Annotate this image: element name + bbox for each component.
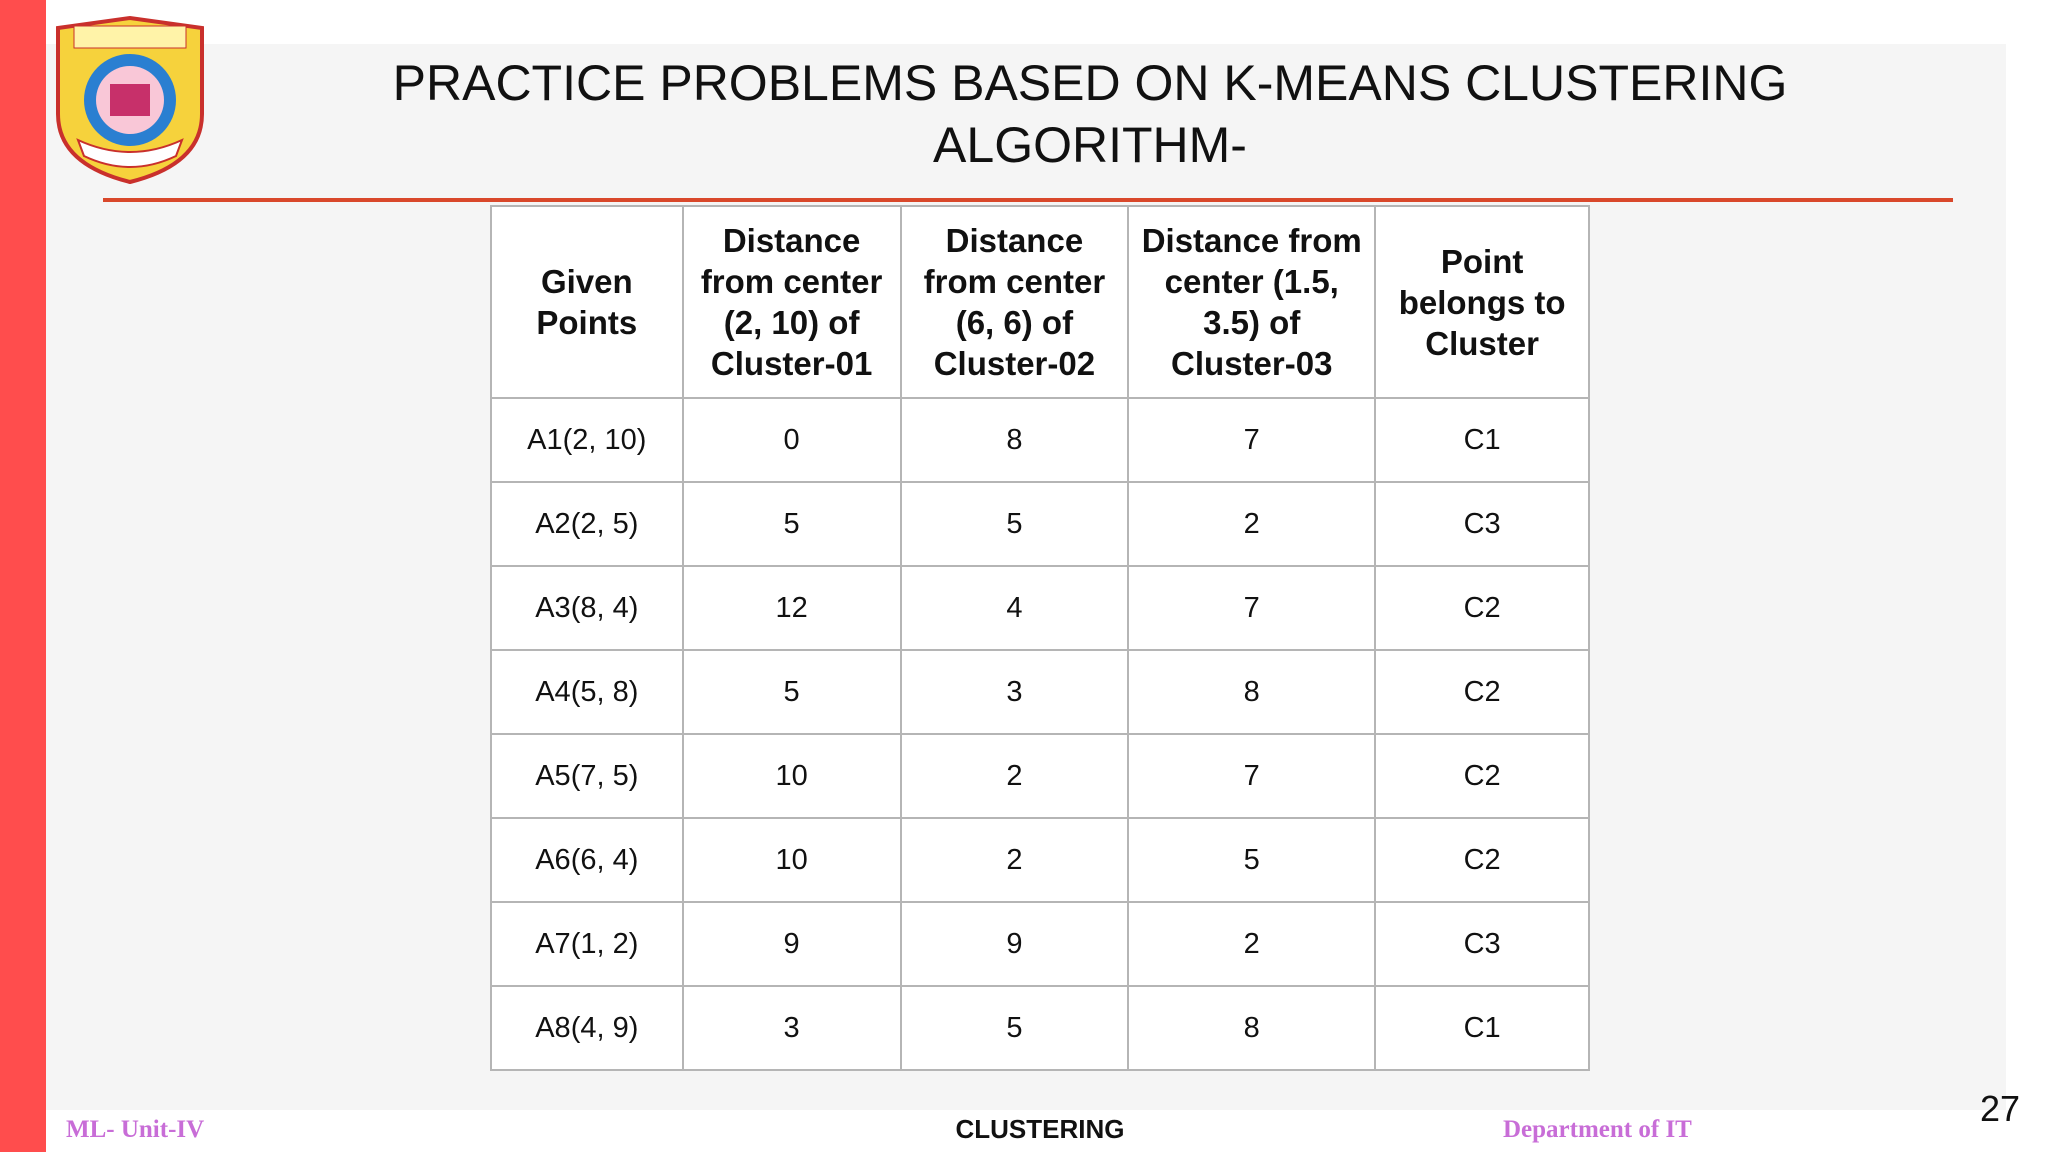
- cell-point: A2(2, 5): [491, 482, 683, 566]
- cell-dist-c3: 7: [1128, 398, 1375, 482]
- cell-dist-c2: 3: [901, 650, 1129, 734]
- table-row: [491, 818, 1589, 902]
- page-number: 27: [1980, 1088, 2021, 1129]
- cell-dist-c1: 0: [683, 398, 901, 482]
- cell-point: A6(6, 4): [491, 818, 683, 902]
- cell-dist-c3: 2: [1128, 902, 1375, 986]
- cell-cluster: C2: [1375, 566, 1589, 650]
- cell-point: A5(7, 5): [491, 734, 683, 818]
- table-row: [491, 482, 1589, 566]
- cell-dist-c3: 2: [1128, 482, 1375, 566]
- cell-dist-c2: 8: [901, 398, 1129, 482]
- footer-unit-label: ML- Unit-IV: [66, 1116, 205, 1143]
- cell-cluster: C3: [1375, 902, 1589, 986]
- cell-point: A7(1, 2): [491, 902, 683, 986]
- table-row: [491, 902, 1589, 986]
- cell-dist-c2: 4: [901, 566, 1129, 650]
- cell-point: A4(5, 8): [491, 650, 683, 734]
- cell-dist-c3: 7: [1128, 734, 1375, 818]
- header-distance-cluster-01: Distance from center (2, 10) of Cluster-01: [683, 206, 901, 398]
- table-row: [491, 398, 1589, 482]
- left-accent-bar: [0, 0, 46, 1152]
- cell-point: A8(4, 9): [491, 986, 683, 1070]
- cell-dist-c1: 10: [683, 818, 901, 902]
- kmeans-distance-table: [490, 205, 1590, 1071]
- header-distance-cluster-02: Distance from center (6, 6) of Cluster-02: [901, 206, 1129, 398]
- cell-dist-c2: 2: [901, 818, 1129, 902]
- cell-point: A3(8, 4): [491, 566, 683, 650]
- table-row: [491, 566, 1589, 650]
- cell-dist-c1: 3: [683, 986, 901, 1070]
- cell-cluster: C1: [1375, 398, 1589, 482]
- cell-dist-c2: 5: [901, 482, 1129, 566]
- cell-dist-c1: 5: [683, 650, 901, 734]
- cell-dist-c2: 5: [901, 986, 1129, 1070]
- cell-dist-c3: 7: [1128, 566, 1375, 650]
- cell-dist-c3: 8: [1128, 986, 1375, 1070]
- cell-dist-c3: 8: [1128, 650, 1375, 734]
- header-assigned-cluster: Point belongs to Cluster: [1375, 206, 1589, 398]
- footer-topic-label: CLUSTERING: [955, 1114, 1125, 1144]
- slide-title-line-2: ALGORITHM-: [933, 117, 1247, 173]
- table-row: [491, 734, 1589, 818]
- cell-cluster: C2: [1375, 650, 1589, 734]
- cell-dist-c2: 9: [901, 902, 1129, 986]
- cell-dist-c1: 10: [683, 734, 901, 818]
- table-row: [491, 650, 1589, 734]
- cell-dist-c3: 5: [1128, 818, 1375, 902]
- cell-cluster: C3: [1375, 482, 1589, 566]
- college-crest-icon: [52, 14, 208, 186]
- cell-cluster: C2: [1375, 818, 1589, 902]
- header-distance-cluster-03: Distance from center (1.5, 3.5) of Cluster-03: [1128, 206, 1375, 398]
- header-given-points: Given Points: [491, 206, 683, 398]
- slide-title-line-1: PRACTICE PROBLEMS BASED ON K-MEANS CLUSTERING: [392, 55, 1788, 111]
- cell-dist-c1: 9: [683, 902, 901, 986]
- table-row: [491, 986, 1589, 1070]
- cell-dist-c1: 5: [683, 482, 901, 566]
- cell-point: A1(2, 10): [491, 398, 683, 482]
- footer-department-label: Department of IT: [1503, 1116, 1692, 1143]
- cell-cluster: C2: [1375, 734, 1589, 818]
- title-divider: [103, 198, 1953, 202]
- table-header-row: [491, 206, 1589, 398]
- cell-cluster: C1: [1375, 986, 1589, 1070]
- cell-dist-c2: 2: [901, 734, 1129, 818]
- cell-dist-c1: 12: [683, 566, 901, 650]
- slide-title: [330, 52, 1850, 176]
